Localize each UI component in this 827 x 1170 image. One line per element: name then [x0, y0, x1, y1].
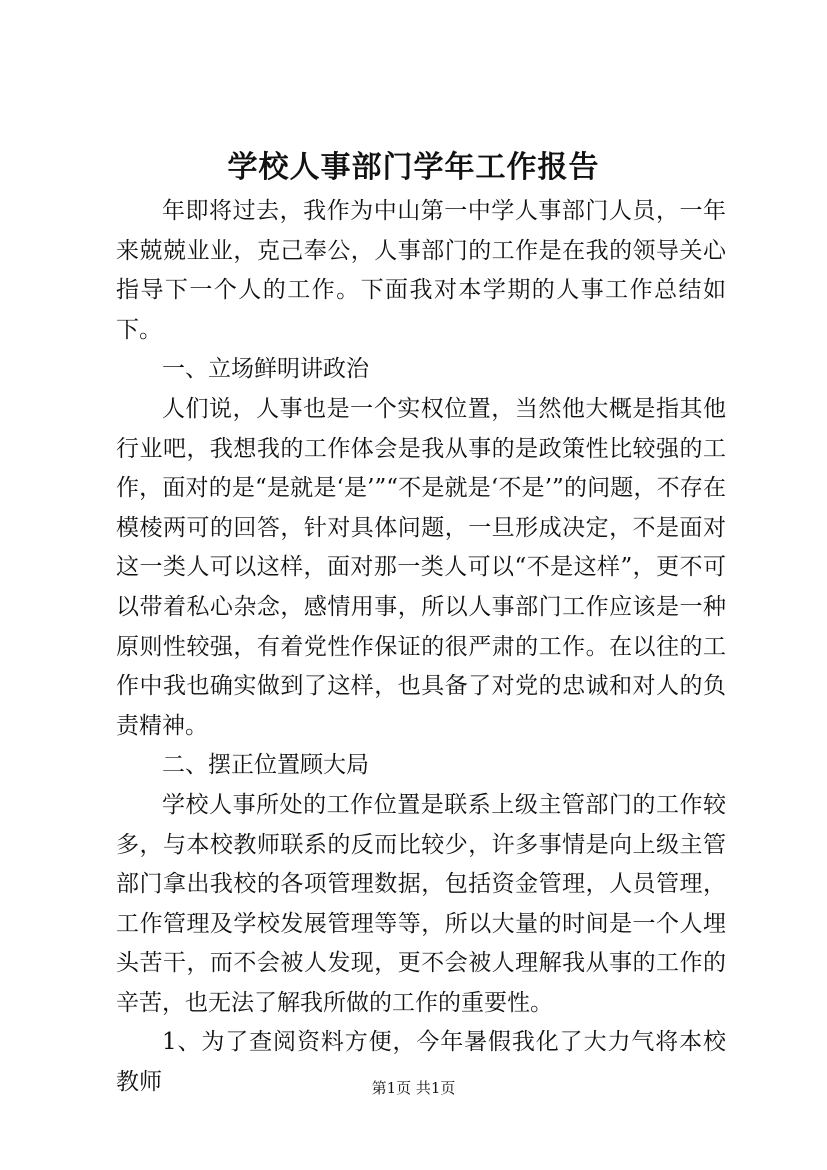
paragraph-section-2: 学校人事所处的工作位置是联系上级主管部门的工作较多，与本校教师联系的反而比较少，许多事情是向上级主管部门拿出我校的各项管理数据，包括资金管理，人员管理，工作管理及学校发展管理等等，所以大量的时间是一个人埋头苦干，而不会被人发现，更不会被人理解我从事的工作的辛苦，也无法了解我所做的工作的重要性。	[116, 791, 726, 1016]
document-body	[116, 192, 726, 1103]
paragraph-section-1: 人们说，人事也是一个实权位置，当然他大概是指其他行业吧，我想我的工作体会是我从事的是政策性比较强的工作，面对的是“是就是‘是’”“不是就是‘不是’”的问题，不存在模棱两可的回答，针对具体问题，一旦形成决定，不是面对这一类人可以这样，面对那一类人可以“不是这样”，更不可以带着私心杂念，感情用事，所以人事部门工作应该是一种原则性较强，有着党性作保证的很严肃的工作。在以往的工作中我也确实做到了这样，也具备了对党的忠诚和对人的负责精神。	[116, 395, 726, 739]
section-heading-2: 二、摆正位置顾大局	[162, 752, 369, 779]
document-title: 学校人事部门学年工作报告	[227, 150, 600, 185]
paragraph-item-1: 1、为了查阅资料方便，今年暑假我化了大力气将本校教师	[116, 1029, 726, 1096]
paragraph-intro: 年即将过去，我作为中山第一中学人事部门人员，一年来兢兢业业，克己奉公，人事部门的工作是在我的领导关心指导下一个人的工作。下面我对本学期的人事工作总结如下。	[116, 198, 726, 343]
page-number: 第1页 共1页	[371, 1079, 456, 1097]
section-heading-1: 一、立场鲜明讲政治	[162, 356, 369, 383]
